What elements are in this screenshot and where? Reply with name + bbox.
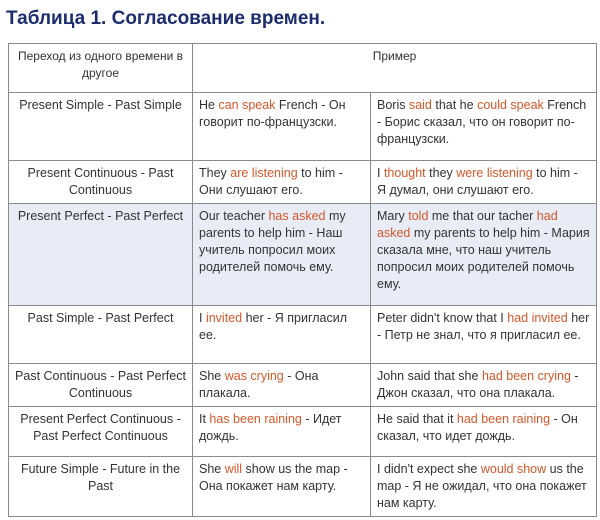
example-text: - Он сказал, что идет дождь. <box>377 412 578 443</box>
direct-example-cell <box>193 306 371 364</box>
direct-example-cell <box>193 364 371 407</box>
tense-rule-cell: Past Simple - Past Perfect <box>9 306 193 364</box>
tense-table <box>8 43 597 517</box>
example-text: I <box>199 311 206 325</box>
example-text: - Джон сказал, что она плакала. <box>377 369 579 400</box>
table-row <box>9 457 597 517</box>
example-text: to him - Я думал, они слушают его. <box>377 166 578 197</box>
direct-example-cell <box>193 407 371 457</box>
example-text: her - Петр не знал, что я пригласил ее. <box>377 311 590 342</box>
header-example: Пример <box>193 44 597 93</box>
highlighted-verb: can speak <box>218 98 276 112</box>
tense-rule-cell: Present Perfect - Past Perfect <box>9 204 193 306</box>
direct-example-cell <box>193 93 371 161</box>
example-text: French - Борис сказал, что он говорит по-французски. <box>377 98 587 146</box>
tense-rule-cell: Present Perfect Continuous - Past Perfect Continuous <box>9 407 193 457</box>
highlighted-verb: had been raining <box>456 412 551 426</box>
reported-example-cell <box>371 457 597 517</box>
example-text: French - Он говорит по-французски. <box>199 98 346 129</box>
reported-example-cell <box>371 161 597 204</box>
example-text: Peter didn't know that I <box>377 311 508 325</box>
highlighted-verb: told <box>408 209 429 223</box>
example-text: show us the map - Она покажет нам карту. <box>199 462 348 493</box>
header-rule: Переход из одного времени в другое <box>9 44 193 93</box>
direct-example-cell <box>193 457 371 517</box>
reported-example-cell <box>371 364 597 407</box>
reported-example-cell <box>371 93 597 161</box>
table-row <box>9 93 597 161</box>
example-text: to him - Они слушают его. <box>199 166 343 197</box>
highlighted-verb: had invited <box>507 311 568 325</box>
example-text: they <box>425 166 457 180</box>
highlighted-verb: said <box>408 98 432 112</box>
highlighted-verb: thought <box>383 166 426 180</box>
example-text: She <box>199 462 225 476</box>
tense-rule-cell: Present Continuous - Past Continuous <box>9 161 193 204</box>
table-row <box>9 407 597 457</box>
table-row <box>9 204 597 306</box>
example-text: that he <box>431 98 478 112</box>
header-row <box>9 44 597 93</box>
highlighted-verb: had asked <box>377 209 558 240</box>
example-text: me that our tacher <box>428 209 537 223</box>
reported-example-cell <box>371 407 597 457</box>
example-text: my parents to help him - Наш учитель попросил моих родителей помочь ему. <box>199 209 346 274</box>
example-text: I didn't expect she <box>377 462 481 476</box>
example-text: He said that it <box>377 412 457 426</box>
tense-rule-cell: Past Continuous - Past Perfect Continuous <box>9 364 193 407</box>
direct-example-cell <box>193 161 371 204</box>
example-text: Boris <box>377 98 409 112</box>
example-text: Our teacher <box>199 209 269 223</box>
highlighted-verb: was crying <box>224 369 284 383</box>
tense-rule-cell: Present Simple - Past Simple <box>9 93 193 161</box>
highlighted-verb: has been raining <box>209 412 302 426</box>
table-row <box>9 306 597 364</box>
example-text: Mary <box>377 209 409 223</box>
example-text: us the map - Я не ожидал, что она покажет нам карту. <box>377 462 587 510</box>
highlighted-verb: could speak <box>477 98 544 112</box>
reported-example-cell <box>371 306 597 364</box>
example-text: He <box>199 98 219 112</box>
example-text: They <box>199 166 231 180</box>
page-title: Таблица 1. Согласование времен. <box>6 8 326 29</box>
example-text: my parents to help him - Мария сказала мне, что наш учитель попросил моих родителей помочь ему. <box>377 226 590 291</box>
highlighted-verb: will <box>224 462 243 476</box>
highlighted-verb: were listening <box>456 166 533 180</box>
example-text: - Идет дождь. <box>199 412 342 443</box>
direct-example-cell <box>193 204 371 306</box>
highlighted-verb: had been crying <box>481 369 571 383</box>
tense-rule-cell: Future Simple - Future in the Past <box>9 457 193 517</box>
example-text: It <box>199 412 210 426</box>
highlighted-verb: invited <box>205 311 243 325</box>
reported-example-cell <box>371 204 597 306</box>
example-text: her - Я пригласил ее. <box>199 311 348 342</box>
table-row <box>9 161 597 204</box>
highlighted-verb: has asked <box>268 209 326 223</box>
example-text: - Она плакала. <box>199 369 319 400</box>
example-text: I <box>377 166 384 180</box>
table-row <box>9 364 597 407</box>
example-text: John said that she <box>377 369 482 383</box>
highlighted-verb: would show <box>480 462 547 476</box>
highlighted-verb: are listening <box>230 166 298 180</box>
example-text: She <box>199 369 225 383</box>
